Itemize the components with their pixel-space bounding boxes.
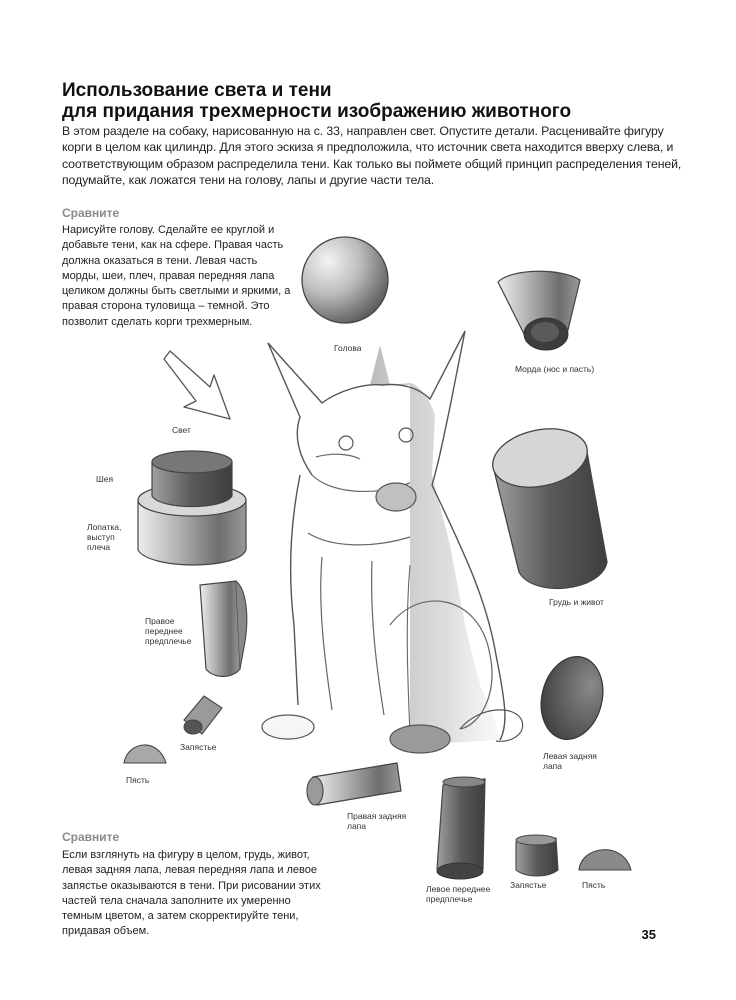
- label-left-forearm: Левое переднее предплечье: [426, 884, 491, 904]
- title-line-1: Использование света и тени: [62, 80, 332, 101]
- paw-left-drawing: [120, 735, 170, 771]
- label-chest-belly: Грудь и живот: [549, 597, 604, 607]
- label-muzzle: Морда (нос и пасть): [515, 364, 595, 374]
- title-line-2: для придания трехмерности изображению животного: [62, 101, 572, 122]
- label-left-hind-leg: Левая задняя лапа: [543, 751, 597, 771]
- intro-paragraph: В этом разделе на собаку, нарисованную на с. 33, направлен свет. Опустите детали. Расценивайте фигуру корги в целом как цилиндр. Для этого эскиза я предположила, что источник света находится вверху слева, и соответствующим образом распределила тени. Как только вы поймете общий принцип распределения теней, подумайте, как ложатся тени на голову, лапы и другие части тела.: [62, 124, 682, 188]
- right-hind-paw-drawing: [303, 755, 408, 810]
- wrist-right-drawing: [512, 830, 562, 880]
- label-right-hind-paw: Правая задняя лапа: [347, 811, 407, 831]
- section1-text: Нарисуйте голову. Сделайте ее круглой и добавьте тени, как на сфере. Правая часть должна оказаться в тени. Левая часть морды, шеи, плеч, правая передняя лапа целиком должны быть светлыми и яркими, а правая сторона туловища – темной. Это позволит сделать корги трехмерным.: [62, 224, 291, 328]
- label-wrist-left: Запястье: [180, 742, 217, 752]
- label-light: Свет: [172, 425, 191, 435]
- neck-shoulder-drawing: [130, 450, 255, 570]
- page-title: [62, 80, 682, 122]
- label-head: Голова: [334, 343, 362, 353]
- page-number: 35: [641, 927, 656, 942]
- paw-right-drawing: [575, 838, 635, 878]
- right-forearm-drawing: [196, 577, 256, 682]
- label-paw-right: Пясть: [582, 880, 606, 890]
- label-wrist-right: Запястье: [510, 880, 547, 890]
- section2-heading: Сравните: [62, 830, 120, 844]
- left-hind-leg-drawing: [535, 652, 610, 744]
- label-paw-left: Пясть: [126, 775, 150, 785]
- label-shoulder: Лопатка, выступ плеча: [87, 522, 122, 552]
- label-neck: Шея: [96, 474, 114, 484]
- wrist-left-drawing: [178, 690, 228, 740]
- light-arrow-icon: [162, 345, 237, 430]
- section2-text: Если взглянуть на фигуру в целом, грудь, живот, левая задняя лапа, левая передняя лапа и левое запястье оказываются в тени. При рисовании этих частей тела сначала заполните их умеренно темным цветом, а затем скорректируйте тени, придавая объем.: [62, 849, 321, 938]
- section1-heading: Сравните: [62, 206, 120, 220]
- chest-belly-cylinder-drawing: [483, 422, 613, 597]
- label-right-forearm: Правое переднее предплечье: [145, 616, 192, 646]
- left-forearm-drawing: [427, 775, 497, 885]
